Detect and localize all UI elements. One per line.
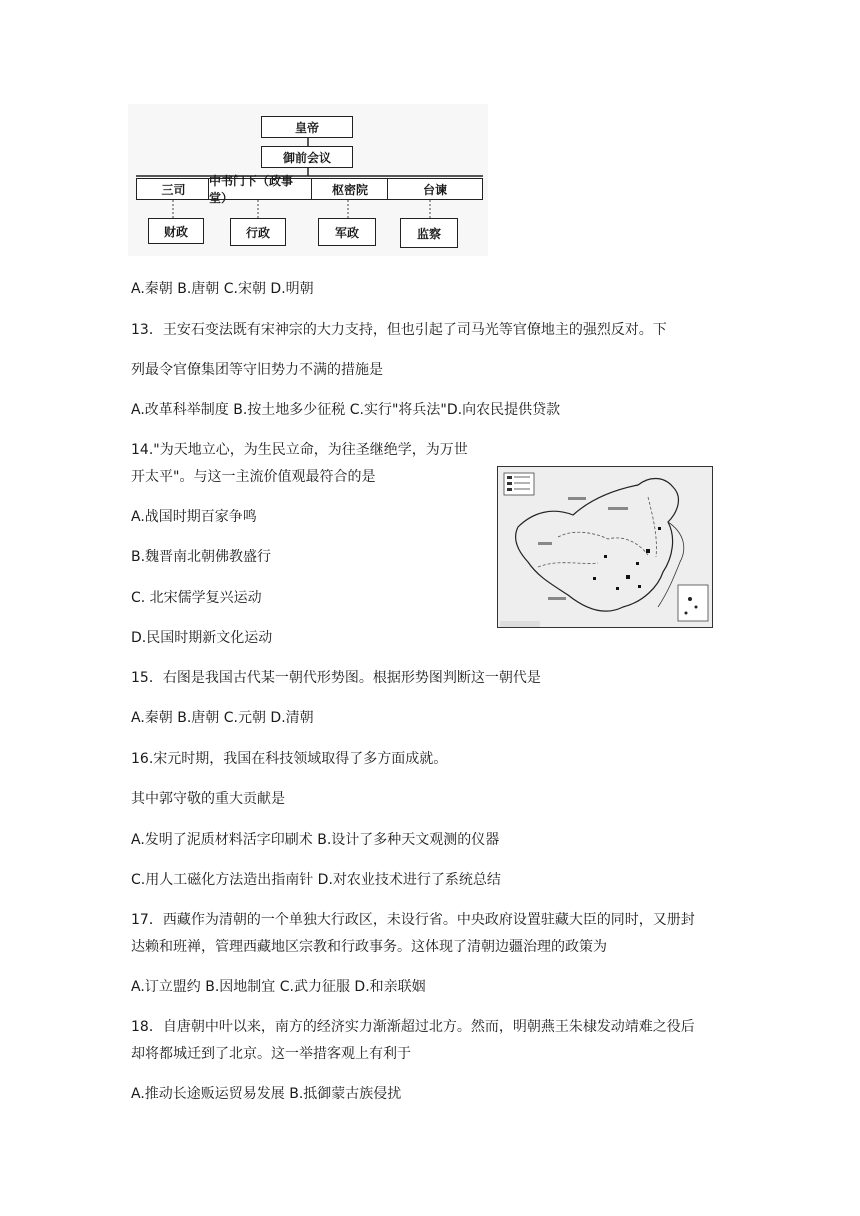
q18-stem-2: 却将都城迁到了北京。这一举措客观上有利于: [131, 1046, 411, 1062]
q15-options: A.秦朝 B.唐朝 C.元朝 D.清朝: [131, 710, 314, 726]
org-council: 御前会议: [261, 146, 353, 168]
org-func-4: 监察: [400, 218, 458, 248]
q15-stem: 15．右图是我国古代某一朝代形势图。根据形势图判断这一朝代是: [131, 670, 541, 686]
q17-stem-1: 17．西藏作为清朝的一个单独大行政区，未设行省。中央政府设置驻藏大臣的同时，又册封: [131, 912, 695, 928]
q18-options: A.推动长途贩运贸易发展 B.抵御蒙古族侵扰: [131, 1086, 402, 1102]
org-chart: [128, 104, 488, 256]
org-dept-3: 枢密院: [311, 178, 389, 200]
q14-option-c: C. 北宋儒学复兴运动: [131, 590, 262, 606]
q16-stem-2: 其中郭守敬的重大贡献是: [131, 791, 285, 807]
org-func-2: 行政: [230, 218, 286, 246]
map-graphic: [498, 467, 713, 628]
org-emperor: 皇帝: [261, 116, 353, 138]
org-dept-2: 中书门下（政事堂）: [208, 178, 312, 200]
q17-options: A.订立盟约 B.因地制宜 C.武力征服 D.和亲联姻: [131, 979, 426, 995]
org-func-1: 财政: [148, 218, 204, 244]
q13-options: A.改革科举制度 B.按土地多少征税 C.实行"将兵法"D.向农民提供贷款: [131, 402, 561, 418]
q16-options-cd: C.用人工磁化方法造出指南针 D.对农业技术进行了系统总结: [131, 872, 501, 888]
q12-options: A.秦朝 B.唐朝 C.宋朝 D.明朝: [131, 281, 314, 297]
q14-stem-2: 开太平"。与这一主流价值观最符合的是: [131, 469, 376, 485]
org-func-3: 军政: [318, 218, 376, 246]
q14-option-b: B.魏晋南北朝佛教盛行: [131, 549, 272, 565]
q14-option-a: A.战国时期百家争鸣: [131, 509, 257, 525]
dynasty-map-image: [497, 466, 713, 628]
q14-stem-1: 14."为天地立心，为生民立命，为往圣继绝学，为万世: [131, 442, 468, 458]
q13-stem-2: 列最令官僚集团等守旧势力不满的措施是: [131, 362, 383, 378]
q18-stem-1: 18．自唐朝中叶以来，南方的经济实力渐渐超过北方。然而，明朝燕王朱棣发动靖难之役后: [131, 1019, 695, 1035]
org-dept-1: 三司: [136, 178, 211, 200]
q16-stem-1: 16.宋元时期，我国在科技领域取得了多方面成就。: [131, 751, 448, 767]
q16-options-ab: A.发明了泥质材料活字印刷术 B.设计了多种天文观测的仪器: [131, 832, 500, 848]
q13-stem-1: 13．王安石变法既有宋神宗的大力支持，但也引起了司马光等官僚地主的强烈反对。下: [131, 322, 667, 338]
q14-option-d: D.民国时期新文化运动: [131, 630, 273, 646]
org-dept-4: 台谏: [387, 178, 483, 200]
q17-stem-2: 达赖和班禅，管理西藏地区宗教和行政事务。这体现了清朝边疆治理的政策为: [131, 939, 607, 955]
